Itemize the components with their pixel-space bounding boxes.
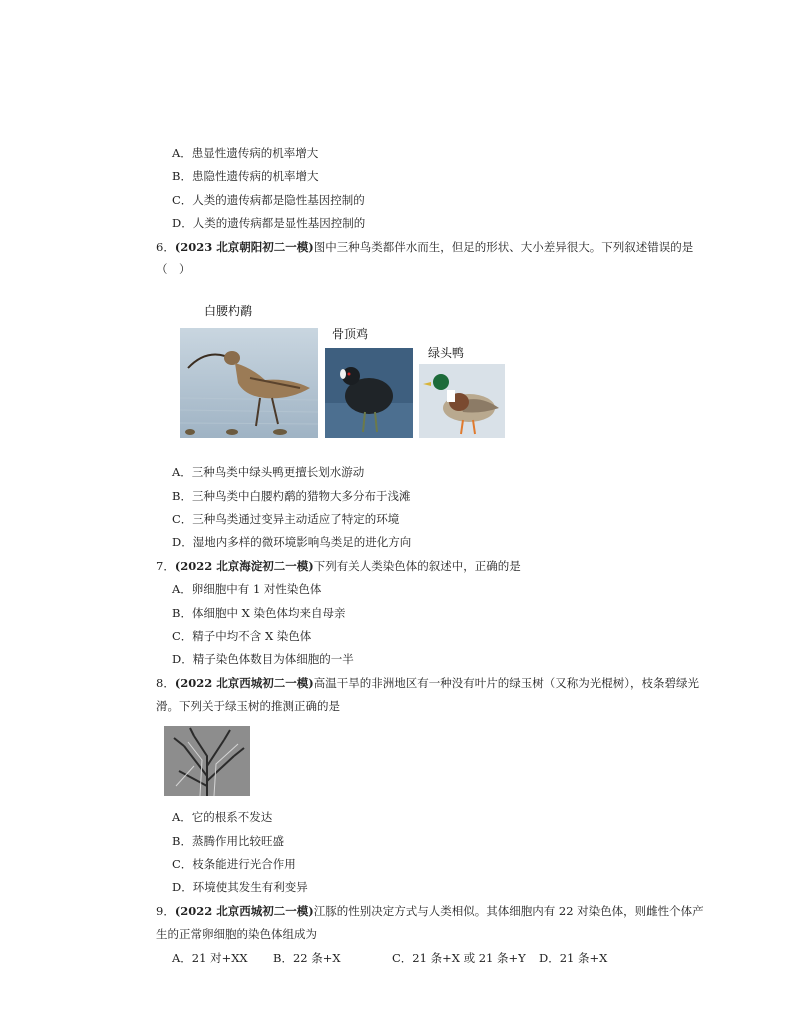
- q6-option-d: D．湿地内多样的微环境影响鸟类足的进化方向: [172, 535, 412, 549]
- q7-option-d: D．精子染色体数目为体细胞的一半: [172, 652, 354, 666]
- q6-option-a: A．三种鸟类中绿头鸭更擅长划水游动: [172, 465, 365, 479]
- q8-option-c: C．枝条能进行光合作用: [172, 857, 296, 871]
- q6-answer-paren: （ ）: [156, 262, 191, 276]
- q9-stem-line2: 生的正常卵细胞的染色体组成为: [156, 927, 317, 941]
- mallard-illustration: [419, 364, 505, 438]
- q9-stem-line1: [156, 904, 704, 918]
- q9-number: 9．: [156, 904, 175, 918]
- q8-option-d: D．环境使其发生有利变异: [172, 880, 308, 894]
- q8-stem-line2: 滑。下列关于绿玉树的推测正确的是: [156, 699, 340, 713]
- q8-number: 8．: [156, 676, 175, 690]
- q6-stem-line: [156, 240, 693, 254]
- q9-option-d: D．21 条+X: [539, 951, 608, 965]
- q6-option-b: B．三种鸟类中白腰杓鹬的猎物大多分布于浅滩: [172, 489, 411, 503]
- q8-source: (2022 北京西城初二一模): [174, 676, 314, 690]
- q7-option-b: B．体细胞中 X 染色体均来自母亲: [172, 606, 346, 620]
- coot-photo: [325, 348, 413, 438]
- q7-stem-line: [156, 559, 521, 573]
- q5-option-c: C．人类的遗传病都是隐性基因控制的: [172, 193, 365, 207]
- q8-stem-line1: [156, 676, 699, 690]
- curlew-photo: [180, 328, 318, 438]
- q9-source: (2022 北京西城初二一模): [174, 904, 314, 918]
- q9-option-a: A．21 对+XX: [172, 951, 248, 965]
- q7-number: 7．: [156, 559, 175, 573]
- q6-option-c: C．三种鸟类通过变异主动适应了特定的环境: [172, 512, 400, 526]
- q7-option-c: C．精子中均不含 X 染色体: [172, 629, 312, 643]
- bird-label-curlew: 白腰杓鹬: [204, 304, 253, 318]
- q9-options-row: [172, 951, 607, 965]
- q5-option-b: B．患隐性遗传病的机率增大: [172, 169, 319, 183]
- mallard-photo: [419, 364, 505, 438]
- q8-option-a: A．它的根系不发达: [172, 810, 273, 824]
- coot-illustration: [325, 348, 413, 438]
- bird-label-mallard: 绿头鸭: [428, 346, 465, 360]
- q8-option-b: B．蒸腾作用比较旺盛: [172, 834, 284, 848]
- q7-option-a: A．卵细胞中有 1 对性染色体: [172, 582, 322, 596]
- q6-source: (2023 北京朝阳初二一模): [174, 240, 314, 254]
- euphorbia-illustration: [164, 726, 250, 796]
- euphorbia-photo: [164, 726, 250, 796]
- q9-option-c: C．21 条+X 或 21 条+Y: [392, 951, 526, 965]
- q7-stem: 下列有关人类染色体的叙述中，正确的是: [313, 559, 521, 573]
- q9-option-b: B．22 条+X: [273, 951, 341, 965]
- q9-stem-1: 江豚的性别决定方式与人类相似。其体细胞内有 22 对染色体，则雌性个体产: [313, 904, 704, 918]
- q5-option-a: A．患显性遗传病的机率增大: [172, 146, 319, 160]
- q6-stem: 图中三种鸟类都伴水而生，但足的形状、大小差异很大。下列叙述错误的是: [313, 240, 694, 254]
- q6-number: 6．: [156, 240, 175, 254]
- q7-source: (2022 北京海淀初二一模): [174, 559, 314, 573]
- q8-stem-1: 高温干旱的非洲地区有一种没有叶片的绿玉树（又称为光棍树），枝条碧绿光: [313, 676, 699, 690]
- q5-option-d: D．人类的遗传病都是显性基因控制的: [172, 216, 366, 230]
- bird-label-coot: 骨顶鸡: [332, 327, 369, 341]
- curlew-illustration: [180, 328, 318, 438]
